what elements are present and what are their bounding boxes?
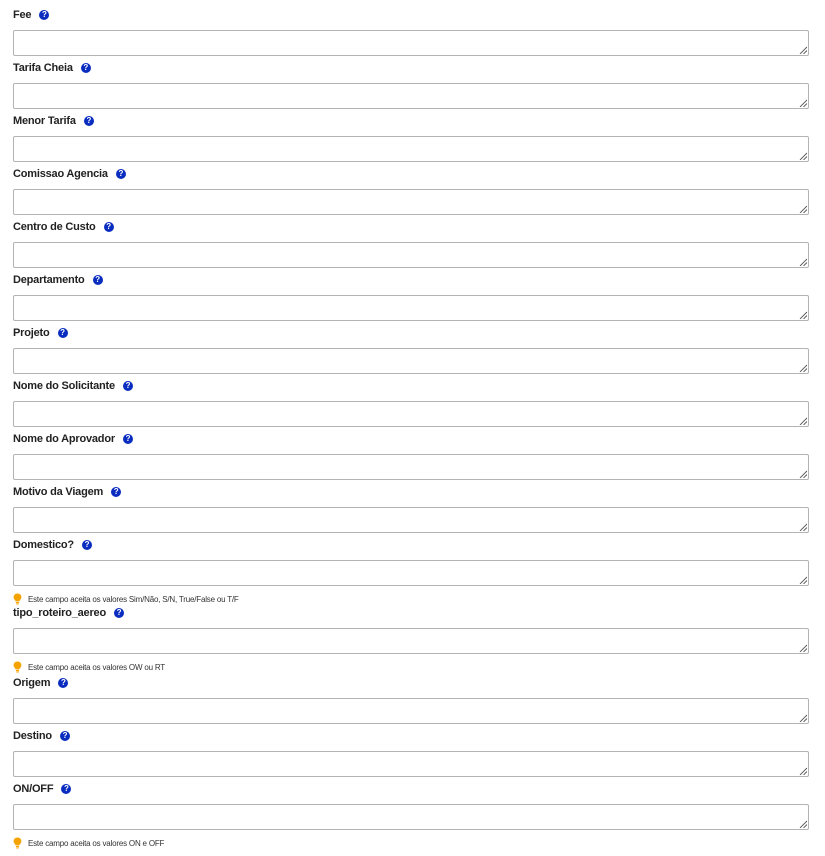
- field-textarea[interactable]: [14, 190, 808, 214]
- resize-handle-icon[interactable]: [799, 767, 807, 775]
- question-circle-icon[interactable]: ?: [93, 275, 103, 285]
- question-circle-icon[interactable]: ?: [39, 10, 49, 20]
- field-label: tipo_roteiro_aereo: [13, 607, 106, 619]
- field-label-row: [13, 432, 809, 446]
- field-label: Fee: [13, 9, 32, 21]
- resize-handle-icon[interactable]: [799, 644, 807, 652]
- form-field: [13, 782, 809, 849]
- resize-handle-icon[interactable]: [799, 714, 807, 722]
- field-label-row: [13, 8, 809, 22]
- field-label: Origem: [13, 677, 51, 689]
- field-label: Tarifa Cheia: [13, 62, 73, 74]
- form-field: [13, 379, 809, 427]
- field-textarea[interactable]: [14, 561, 808, 585]
- form-field: [13, 432, 809, 480]
- question-circle-icon[interactable]: ?: [81, 63, 91, 73]
- field-label-row: [13, 676, 809, 690]
- question-circle-icon[interactable]: ?: [111, 487, 121, 497]
- field-label: Departamento: [13, 274, 85, 286]
- field-label: Centro de Custo: [13, 221, 96, 233]
- field-label-row: [13, 61, 809, 75]
- field-label: Nome do Aprovador: [13, 433, 115, 445]
- form-field: [13, 676, 809, 724]
- form-field: [13, 485, 809, 533]
- resize-handle-icon[interactable]: [799, 46, 807, 54]
- question-circle-icon[interactable]: ?: [58, 678, 68, 688]
- resize-handle-icon[interactable]: [799, 258, 807, 266]
- field-label-row: [13, 782, 809, 796]
- textarea-container: [13, 136, 809, 162]
- question-circle-icon[interactable]: ?: [61, 784, 71, 794]
- field-label-row: [13, 273, 809, 287]
- field-label-row: [13, 538, 809, 552]
- field-label: Nome do Solicitante: [13, 380, 115, 392]
- resize-handle-icon[interactable]: [799, 417, 807, 425]
- form-field: [13, 220, 809, 268]
- field-label-row: [13, 167, 809, 181]
- field-label: Menor Tarifa: [13, 115, 76, 127]
- question-circle-icon[interactable]: ?: [116, 169, 126, 179]
- textarea-container: [13, 454, 809, 480]
- textarea-container: [13, 628, 809, 654]
- field-label: Destino: [13, 730, 52, 742]
- lightbulb-icon: [13, 837, 22, 849]
- field-label-row: [13, 606, 809, 620]
- resize-handle-icon[interactable]: [799, 820, 807, 828]
- form-field: [13, 8, 809, 56]
- field-label: Domestico?: [13, 539, 74, 551]
- field-textarea[interactable]: [14, 349, 808, 373]
- question-circle-icon[interactable]: ?: [104, 222, 114, 232]
- field-textarea[interactable]: [14, 629, 808, 653]
- field-label: Motivo da Viagem: [13, 486, 104, 498]
- hint-text: Este campo aceita os valores OW ou RT: [28, 662, 165, 672]
- form-field: [13, 729, 809, 777]
- field-label-row: [13, 114, 809, 128]
- form-field: [13, 538, 809, 605]
- field-label-row: [13, 485, 809, 499]
- field-textarea[interactable]: [14, 455, 808, 479]
- question-circle-icon[interactable]: ?: [123, 381, 133, 391]
- field-hint: [13, 661, 809, 673]
- resize-handle-icon[interactable]: [799, 470, 807, 478]
- question-circle-icon[interactable]: ?: [60, 731, 70, 741]
- question-circle-icon[interactable]: ?: [123, 434, 133, 444]
- textarea-container: [13, 751, 809, 777]
- form-field: [13, 326, 809, 374]
- field-textarea[interactable]: [14, 752, 808, 776]
- question-circle-icon[interactable]: ?: [84, 116, 94, 126]
- form-field: [13, 167, 809, 215]
- textarea-container: [13, 507, 809, 533]
- resize-handle-icon[interactable]: [799, 311, 807, 319]
- resize-handle-icon[interactable]: [799, 99, 807, 107]
- field-label: ON/OFF: [13, 783, 54, 795]
- field-label-row: [13, 729, 809, 743]
- field-label: Projeto: [13, 327, 50, 339]
- resize-handle-icon[interactable]: [799, 152, 807, 160]
- field-label-row: [13, 326, 809, 340]
- form-field: [13, 114, 809, 162]
- textarea-container: [13, 295, 809, 321]
- field-textarea[interactable]: [14, 31, 808, 55]
- hint-text: Este campo aceita os valores ON e OFF: [28, 838, 165, 848]
- textarea-container: [13, 348, 809, 374]
- textarea-container: [13, 698, 809, 724]
- field-hint: [13, 593, 809, 605]
- field-label-row: [13, 379, 809, 393]
- field-label-row: [13, 220, 809, 234]
- textarea-container: [13, 30, 809, 56]
- field-textarea[interactable]: [14, 84, 808, 108]
- resize-handle-icon[interactable]: [799, 205, 807, 213]
- field-textarea[interactable]: [14, 296, 808, 320]
- form-field: [13, 606, 809, 673]
- field-hint: [13, 837, 809, 849]
- field-label: Comissao Agencia: [13, 168, 108, 180]
- field-textarea[interactable]: [14, 699, 808, 723]
- field-textarea[interactable]: [14, 508, 808, 532]
- question-circle-icon[interactable]: ?: [114, 608, 124, 618]
- field-textarea[interactable]: [14, 243, 808, 267]
- field-textarea[interactable]: [14, 805, 808, 829]
- resize-handle-icon[interactable]: [799, 364, 807, 372]
- textarea-container: [13, 560, 809, 586]
- textarea-container: [13, 804, 809, 830]
- resize-handle-icon[interactable]: [799, 576, 807, 584]
- textarea-container: [13, 83, 809, 109]
- form-field: [13, 61, 809, 109]
- resize-handle-icon[interactable]: [799, 523, 807, 531]
- hint-text: Este campo aceita os valores Sim/Não, S/N, True/False ou T/F: [28, 594, 239, 604]
- question-circle-icon[interactable]: ?: [82, 540, 92, 550]
- field-textarea[interactable]: [14, 402, 808, 426]
- lightbulb-icon: [13, 661, 22, 673]
- question-circle-icon[interactable]: ?: [58, 328, 68, 338]
- textarea-container: [13, 242, 809, 268]
- textarea-container: [13, 401, 809, 427]
- field-textarea[interactable]: [14, 137, 808, 161]
- form-field: [13, 273, 809, 321]
- textarea-container: [13, 189, 809, 215]
- lightbulb-icon: [13, 593, 22, 605]
